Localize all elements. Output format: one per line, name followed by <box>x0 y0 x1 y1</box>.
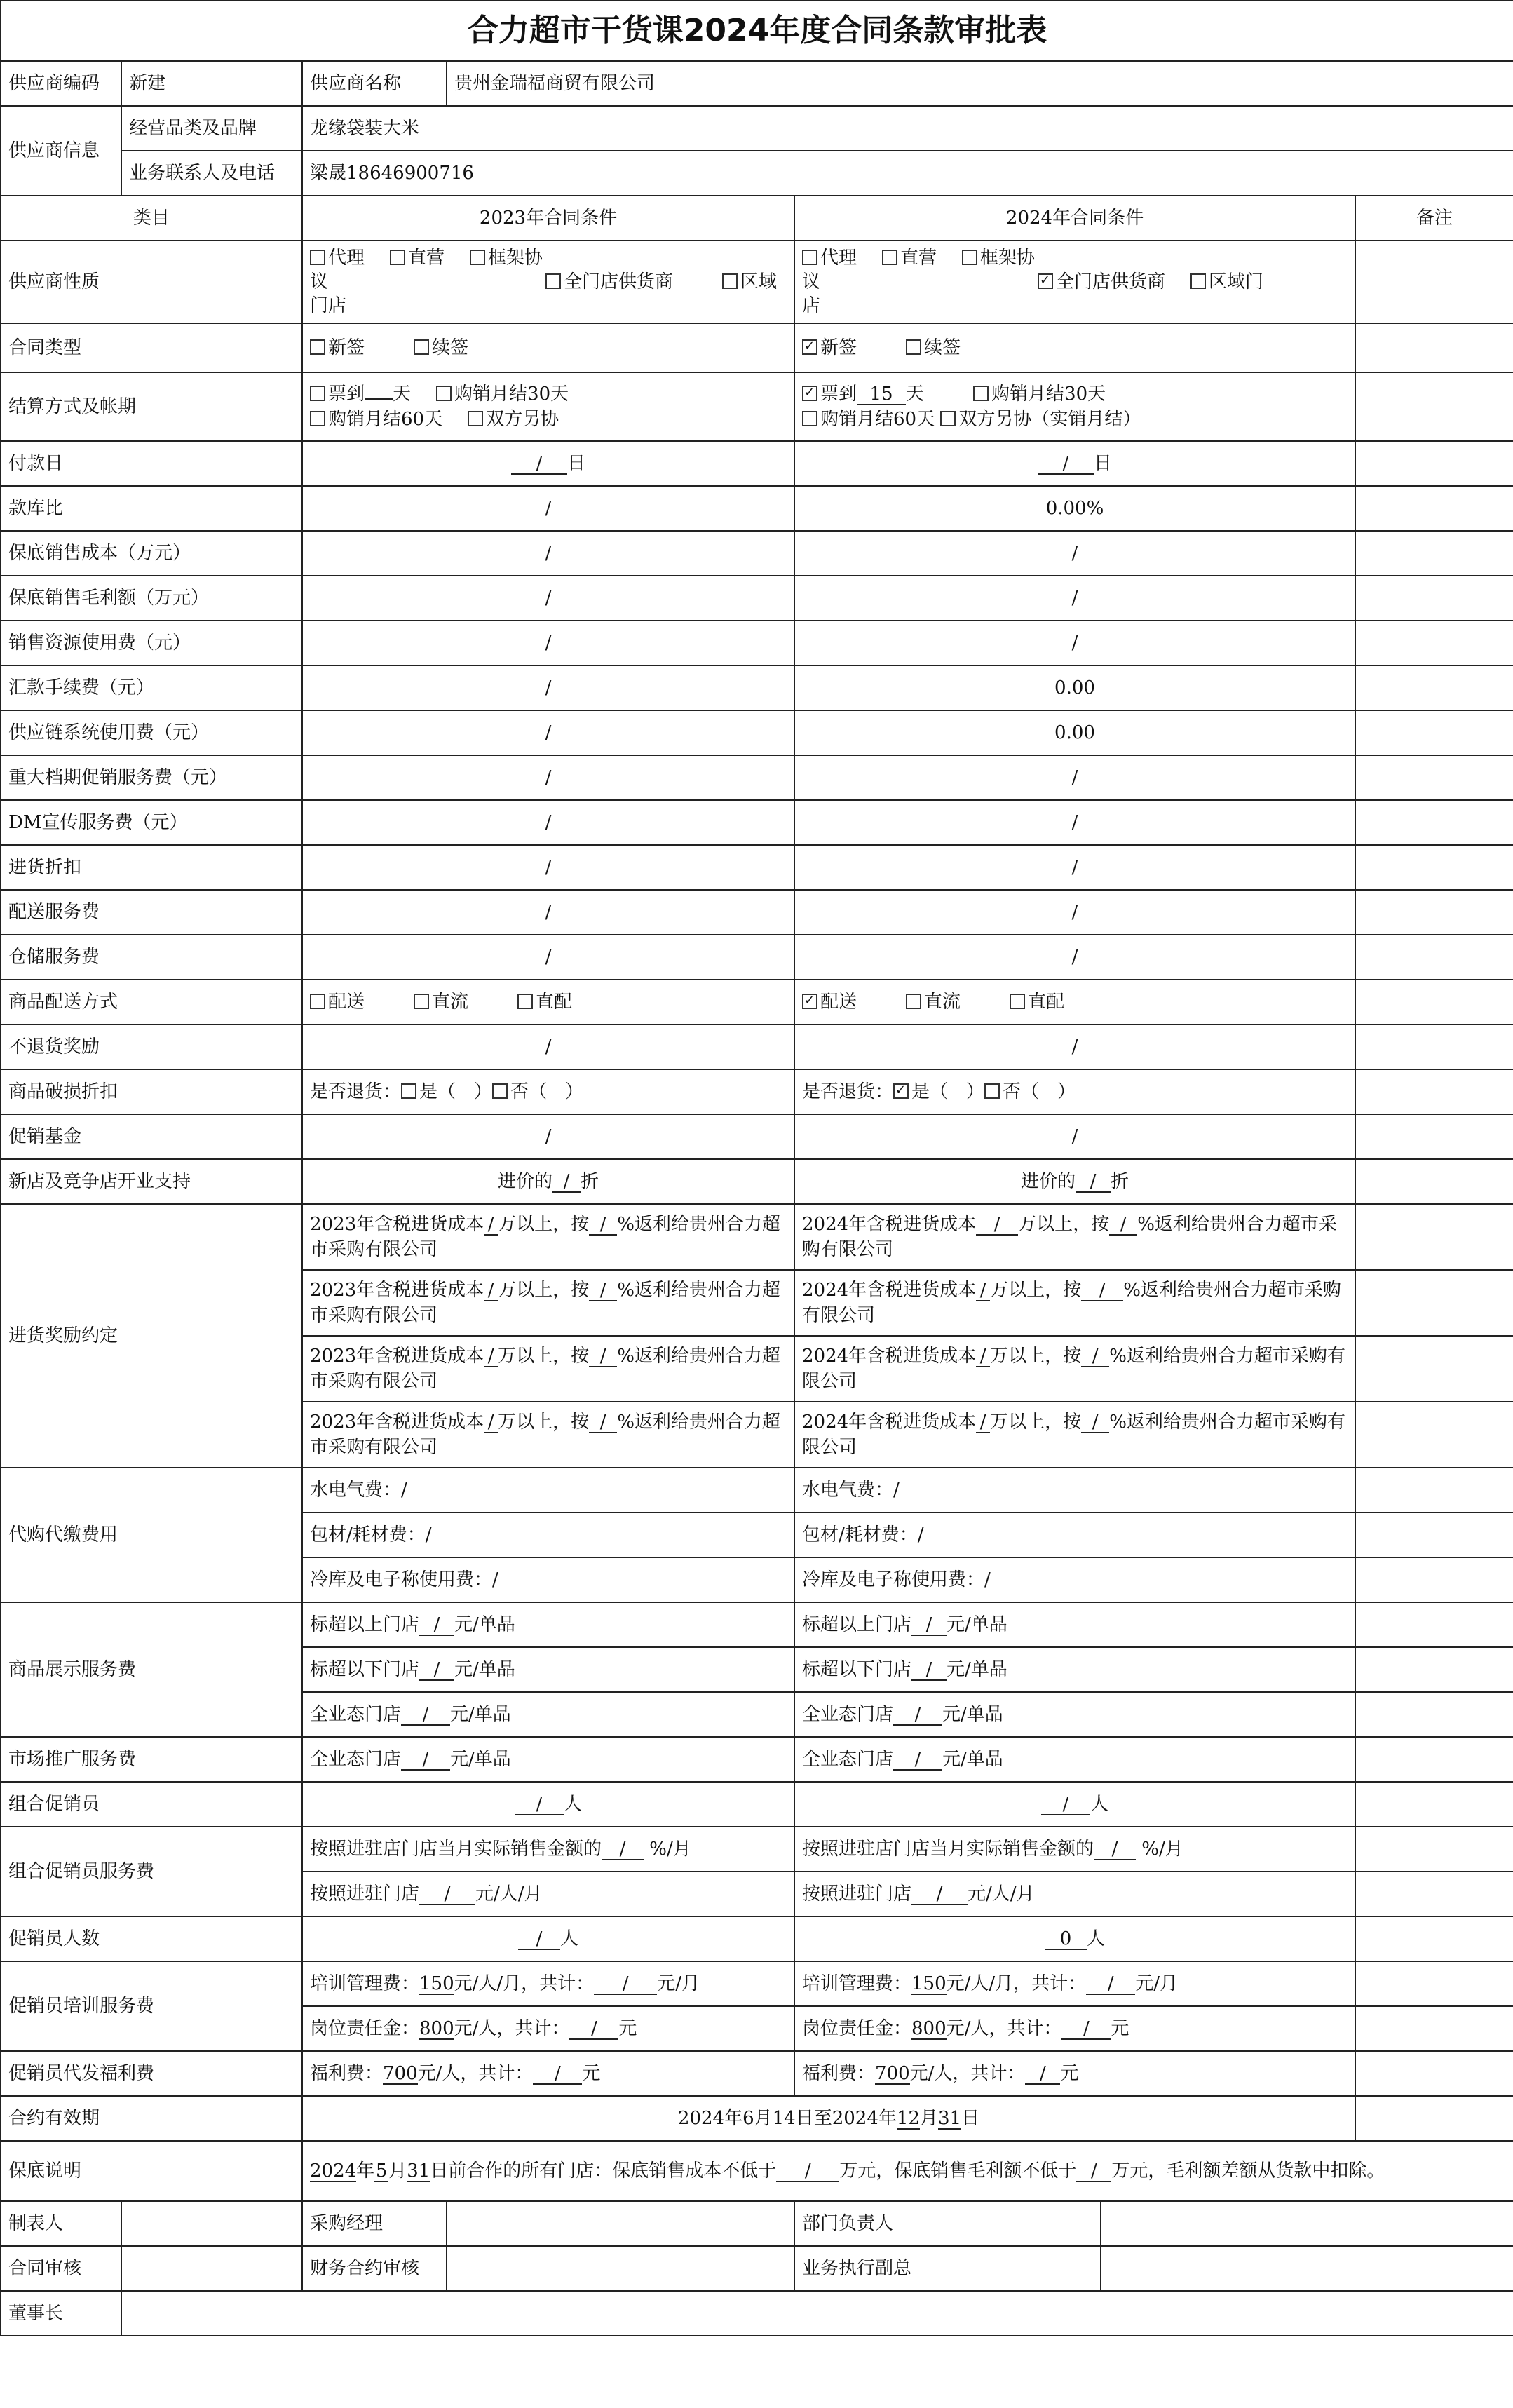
contact-label: 业务联系人及电话 <box>121 151 302 196</box>
nature-remark <box>1355 241 1513 323</box>
damage-remark <box>1355 1069 1513 1114</box>
row-label: 重大档期促销服务费（元） <box>1 755 302 800</box>
checkbox-direct-flow-2023[interactable] <box>414 994 429 1009</box>
checkbox-new-2023[interactable] <box>310 339 325 355</box>
no-return-label: 不退货奖励 <box>1 1024 302 1069</box>
checkbox-dist-2023[interactable] <box>310 994 325 1009</box>
display-fee-remark <box>1355 1602 1513 1647</box>
buyer-label: 采购经理 <box>302 2201 447 2246</box>
rebate-remark <box>1355 1402 1513 1468</box>
new-store-2023: 进价的 / 折 <box>302 1159 794 1204</box>
checkbox-renew-2024[interactable] <box>906 339 921 355</box>
checkbox-monthly30-2023[interactable] <box>436 386 452 401</box>
new-store-label: 新店及竞争店开业支持 <box>1 1159 302 1204</box>
row-remark <box>1355 486 1513 531</box>
delivery-2024: ✓ 配送 直流 直配 <box>794 980 1355 1024</box>
table-row <box>1 890 1513 935</box>
training-remark <box>1355 2006 1513 2051</box>
row-label: 进货折扣 <box>1 845 302 890</box>
checkbox-direct-dist-2024[interactable] <box>1010 994 1025 1009</box>
combo-staff-remark <box>1355 1782 1513 1827</box>
row-value-2024: 0.00 <box>794 710 1355 755</box>
table-row <box>1 710 1513 755</box>
row-remark <box>1355 665 1513 710</box>
dept-label: 部门负责人 <box>794 2201 1101 2246</box>
category-brand-label: 经营品类及品牌 <box>121 106 302 151</box>
header-2023: 2023年合同条件 <box>302 196 794 241</box>
header-category: 类目 <box>1 196 302 241</box>
no-return-2023: / <box>302 1024 794 1069</box>
validity-remark <box>1355 2096 1513 2141</box>
table-row <box>1 665 1513 710</box>
combo-fee-remark <box>1355 1827 1513 1872</box>
header-remark: 备注 <box>1355 196 1513 241</box>
row-value-2023: / <box>302 576 794 621</box>
delivery-label: 商品配送方式 <box>1 980 302 1024</box>
nature-label: 供应商性质 <box>1 241 302 323</box>
supplier-name-value: 贵州金瑞福商贸有限公司 <box>447 61 1513 106</box>
row-label: 款库比 <box>1 486 302 531</box>
staff-count-remark <box>1355 1916 1513 1961</box>
rebate-2024-line: 2024年含税进货成本 / 万以上，按 / %返利给贵州合力超市采购有限公司 <box>794 1204 1355 1270</box>
market-fee-label: 市场推广服务费 <box>1 1737 302 1782</box>
vp-signature[interactable] <box>1101 2246 1513 2291</box>
maker-signature[interactable] <box>121 2201 302 2246</box>
row-remark <box>1355 845 1513 890</box>
row-value-2024: 0.00% <box>794 486 1355 531</box>
checkbox-return-yes-2024[interactable] <box>893 1083 909 1099</box>
row-remark <box>1355 755 1513 800</box>
row-remark <box>1355 710 1513 755</box>
checkbox-all-store-2023[interactable] <box>545 273 561 289</box>
display-fee-2023: 全业态门店 / 元/单品 <box>302 1692 794 1737</box>
row-value-2024: 0.00 <box>794 665 1355 710</box>
settlement-2023: 票到 天 购销月结30天 购销月结60天 双方另协 <box>302 372 794 441</box>
checkbox-direct-flow-2024[interactable] <box>906 994 921 1009</box>
checkbox-monthly60-2024[interactable] <box>802 411 817 426</box>
row-label: 保底销售毛利额（万元） <box>1 576 302 621</box>
header-2024: 2024年合同条件 <box>794 196 1355 241</box>
checkbox-frame-2024[interactable] <box>962 250 977 265</box>
checkbox-region-2024[interactable] <box>1190 273 1206 289</box>
checkbox-agent-2024[interactable] <box>802 250 817 265</box>
rebate-2023-line: 2023年含税进货成本 / 万以上，按 / %返利给贵州合力超市采购有限公司 <box>302 1270 794 1336</box>
checkbox-renew-2023[interactable] <box>414 339 429 355</box>
contract-type-2024: ✓ 新签 续签 <box>794 323 1355 372</box>
display-fee-2024: 标超以上门店 / 元/单品 <box>794 1602 1355 1647</box>
rebate-2023-line: 2023年含税进货成本 / 万以上，按 / %返利给贵州合力超市采购有限公司 <box>302 1336 794 1402</box>
buyer-signature[interactable] <box>447 2201 794 2246</box>
training-label: 促销员培训服务费 <box>1 1961 302 2051</box>
checkbox-return-yes-2023[interactable] <box>401 1083 416 1099</box>
validity-value: 2024年6月14日至2024年12月31日 <box>302 2096 1355 2141</box>
row-value-2023: / <box>302 710 794 755</box>
welfare-label: 促销员代发福利费 <box>1 2051 302 2096</box>
checkbox-monthly30-2024[interactable] <box>973 386 989 401</box>
damage-2024: 是否退货：✓ 是（ ） 否（ ） <box>794 1069 1355 1114</box>
no-return-remark <box>1355 1024 1513 1069</box>
row-value-2024: / <box>794 755 1355 800</box>
checkbox-return-no-2024[interactable] <box>984 1083 1000 1099</box>
row-remark <box>1355 531 1513 576</box>
payday-2023: / 日 <box>302 441 794 486</box>
checkbox-direct-2023[interactable] <box>390 250 405 265</box>
row-value-2023: / <box>302 935 794 980</box>
row-label: 销售资源使用费（元） <box>1 621 302 665</box>
chair-signature[interactable] <box>121 2291 1513 2336</box>
settlement-label: 结算方式及帐期 <box>1 372 302 441</box>
row-label: 仓储服务费 <box>1 935 302 980</box>
combo-staff-2024: / 人 <box>794 1782 1355 1827</box>
welfare-remark <box>1355 2051 1513 2096</box>
row-value-2024: / <box>794 845 1355 890</box>
maker-label: 制表人 <box>1 2201 121 2246</box>
checkbox-direct-dist-2023[interactable] <box>517 994 533 1009</box>
supplier-code-value: 新建 <box>121 61 302 106</box>
promo-fund-2024: / <box>794 1114 1355 1159</box>
contract-type-label: 合同类型 <box>1 323 302 372</box>
proxy-item-2024: 包材/耗材费：/ <box>794 1513 1355 1557</box>
combo-fee-2023: 按照进驻店门店当月实际销售金额的 / %/月 <box>302 1827 794 1872</box>
proxy-item-2024: 冷库及电子称使用费：/ <box>794 1557 1355 1602</box>
row-value-2024: / <box>794 890 1355 935</box>
combo-fee-label: 组合促销员服务费 <box>1 1827 302 1916</box>
proxy-item-2023: 冷库及电子称使用费：/ <box>302 1557 794 1602</box>
finance-label: 财务合约审核 <box>302 2246 447 2291</box>
rebate-remark <box>1355 1204 1513 1270</box>
contact-value: 梁晟18646900716 <box>302 151 1513 196</box>
table-row <box>1 486 1513 531</box>
new-store-remark <box>1355 1159 1513 1204</box>
training-mgmt-2023: 培训管理费：150元/人/月，共计： / 元/月 <box>302 1961 794 2006</box>
row-value-2023: / <box>302 755 794 800</box>
category-brand-value: 龙缘袋装大米 <box>302 106 1513 151</box>
damage-2023: 是否退货： 是（ ） 否（ ） <box>302 1069 794 1114</box>
market-fee-2023: 全业态门店 / 元/单品 <box>302 1737 794 1782</box>
combo-fee-2024: 按照进驻门店 / 元/人/月 <box>794 1872 1355 1916</box>
combo-fee-remark <box>1355 1872 1513 1916</box>
proxy-label: 代购代缴费用 <box>1 1468 302 1602</box>
payday-label: 付款日 <box>1 441 302 486</box>
checkbox-new-2024[interactable] <box>802 339 817 355</box>
row-remark <box>1355 621 1513 665</box>
rebate-2023-line: 2023年含税进货成本 / 万以上，按 / %返利给贵州合力超市采购有限公司 <box>302 1402 794 1468</box>
checkbox-all-store-2024[interactable] <box>1038 273 1053 289</box>
supplier-info-label: 供应商信息 <box>1 106 121 196</box>
combo-staff-label: 组合促销员 <box>1 1782 302 1827</box>
form-title: 合力超市干货课2024年度合同条款审批表 <box>1 1 1513 61</box>
staff-count-2023: / 人 <box>302 1916 794 1961</box>
row-value-2023: / <box>302 531 794 576</box>
rebate-2024-line: 2024年含税进货成本 / 万以上，按 / %返利给贵州合力超市采购有限公司 <box>794 1270 1355 1336</box>
guarantee-label: 保底说明 <box>1 2141 302 2201</box>
combo-fee-2023: 按照进驻门店 / 元/人/月 <box>302 1872 794 1916</box>
table-row <box>1 935 1513 980</box>
row-remark <box>1355 800 1513 845</box>
row-value-2023: / <box>302 845 794 890</box>
welfare-2023: 福利费：700元/人，共计： / 元 <box>302 2051 794 2096</box>
no-return-2024: / <box>794 1024 1355 1069</box>
combo-staff-2023: / 人 <box>302 1782 794 1827</box>
checkbox-region-2023[interactable] <box>722 273 738 289</box>
row-value-2024: / <box>794 621 1355 665</box>
table-row <box>1 845 1513 890</box>
checkbox-agent-2023[interactable] <box>310 250 325 265</box>
delivery-2023: 配送 直流 直配 <box>302 980 794 1024</box>
checkbox-ticket-2023[interactable] <box>310 386 325 401</box>
guarantee-text: 2024年5月31日前合作的所有门店：保底销售成本不低于 / 万元，保底销售毛利额不低于 / 万元，毛利额差额从货款中扣除。 <box>302 2141 1513 2201</box>
promo-fund-label: 促销基金 <box>1 1114 302 1159</box>
audit-label: 合同审核 <box>1 2246 121 2291</box>
staff-count-2024: 0 人 <box>794 1916 1355 1961</box>
nature-2023: 代理 直营 框架协 议 全门店供货商 区域 门店 <box>302 241 794 323</box>
row-value-2024: / <box>794 576 1355 621</box>
row-value-2023: / <box>302 665 794 710</box>
display-fee-label: 商品展示服务费 <box>1 1602 302 1737</box>
contract-type-remark <box>1355 323 1513 372</box>
new-store-2024: 进价的 / 折 <box>794 1159 1355 1204</box>
payday-remark <box>1355 441 1513 486</box>
checkbox-monthly60-2023[interactable] <box>310 411 325 426</box>
settlement-remark <box>1355 372 1513 441</box>
supplier-code-label: 供应商编码 <box>1 61 121 106</box>
row-value-2023: / <box>302 800 794 845</box>
display-fee-2023: 标超以上门店 / 元/单品 <box>302 1602 794 1647</box>
display-fee-2024: 全业态门店 / 元/单品 <box>794 1692 1355 1737</box>
checkbox-negotiate-2024[interactable] <box>940 411 956 426</box>
proxy-item-2024: 水电气费：/ <box>794 1468 1355 1513</box>
staff-count-label: 促销员人数 <box>1 1916 302 1961</box>
audit-signature[interactable] <box>121 2246 302 2291</box>
promo-fund-2023: / <box>302 1114 794 1159</box>
rebate-label: 进货奖励约定 <box>1 1204 302 1468</box>
checkbox-dist-2024[interactable] <box>802 994 817 1009</box>
settlement-2024: ✓票到 15 天 购销月结30天 购销月结60天 双方另协（实销月结） <box>794 372 1355 441</box>
table-row <box>1 531 1513 576</box>
welfare-2024: 福利费：700元/人，共计： / 元 <box>794 2051 1355 2096</box>
proxy-remark <box>1355 1557 1513 1602</box>
validity-label: 合约有效期 <box>1 2096 302 2141</box>
row-remark <box>1355 890 1513 935</box>
row-label: 供应链系统使用费（元） <box>1 710 302 755</box>
row-value-2023: / <box>302 621 794 665</box>
finance-signature[interactable] <box>447 2246 794 2291</box>
table-row <box>1 621 1513 665</box>
table-row <box>1 576 1513 621</box>
checkbox-negotiate-2023[interactable] <box>468 411 483 426</box>
dept-signature[interactable] <box>1101 2201 1513 2246</box>
vp-label: 业务执行副总 <box>794 2246 1101 2291</box>
rebate-2023-line: 2023年含税进货成本 / 万以上，按 / %返利给贵州合力超市采购有限公司 <box>302 1204 794 1270</box>
row-label: DM宣传服务费（元） <box>1 800 302 845</box>
promo-fund-remark <box>1355 1114 1513 1159</box>
chair-label: 董事长 <box>1 2291 121 2336</box>
row-value-2023: / <box>302 486 794 531</box>
checkbox-return-no-2023[interactable] <box>492 1083 508 1099</box>
row-label: 汇款手续费（元） <box>1 665 302 710</box>
row-remark <box>1355 576 1513 621</box>
row-label: 保底销售成本（万元） <box>1 531 302 576</box>
table-row <box>1 755 1513 800</box>
training-mgmt-2024: 培训管理费：150元/人/月，共计： / 元/月 <box>794 1961 1355 2006</box>
damage-label: 商品破损折扣 <box>1 1069 302 1114</box>
row-value-2023: / <box>302 890 794 935</box>
contract-type-2023: 新签 续签 <box>302 323 794 372</box>
row-value-2024: / <box>794 800 1355 845</box>
checkbox-direct-2024[interactable] <box>882 250 897 265</box>
payday-2024: / 日 <box>794 441 1355 486</box>
row-label: 配送服务费 <box>1 890 302 935</box>
delivery-remark <box>1355 980 1513 1024</box>
nature-2024: 代理 直营 框架协 议✓ 全门店供货商 区域门 店 <box>794 241 1355 323</box>
supplier-name-label: 供应商名称 <box>302 61 447 106</box>
training-dep-2023: 岗位责任金：800元/人，共计： / 元 <box>302 2006 794 2051</box>
table-row <box>1 800 1513 845</box>
combo-fee-2024: 按照进驻店门店当月实际销售金额的 / %/月 <box>794 1827 1355 1872</box>
training-dep-2024: 岗位责任金：800元/人，共计： / 元 <box>794 2006 1355 2051</box>
display-fee-remark <box>1355 1647 1513 1692</box>
rebate-remark <box>1355 1336 1513 1402</box>
rebate-2024-line: 2024年含税进货成本 / 万以上，按 / %返利给贵州合力超市采购有限公司 <box>794 1402 1355 1468</box>
display-fee-remark <box>1355 1692 1513 1737</box>
training-remark <box>1355 1961 1513 2006</box>
rebate-2024-line: 2024年含税进货成本 / 万以上，按 / %返利给贵州合力超市采购有限公司 <box>794 1336 1355 1402</box>
row-remark <box>1355 935 1513 980</box>
checkbox-frame-2023[interactable] <box>470 250 485 265</box>
proxy-item-2023: 水电气费：/ <box>302 1468 794 1513</box>
market-fee-remark <box>1355 1737 1513 1782</box>
display-fee-2023: 标超以下门店 / 元/单品 <box>302 1647 794 1692</box>
proxy-remark <box>1355 1468 1513 1513</box>
display-fee-2024: 标超以下门店 / 元/单品 <box>794 1647 1355 1692</box>
proxy-remark <box>1355 1513 1513 1557</box>
checkbox-ticket-2024[interactable] <box>802 386 817 401</box>
market-fee-2024: 全业态门店 / 元/单品 <box>794 1737 1355 1782</box>
row-value-2024: / <box>794 935 1355 980</box>
proxy-item-2023: 包材/耗材费：/ <box>302 1513 794 1557</box>
rebate-remark <box>1355 1270 1513 1336</box>
row-value-2024: / <box>794 531 1355 576</box>
